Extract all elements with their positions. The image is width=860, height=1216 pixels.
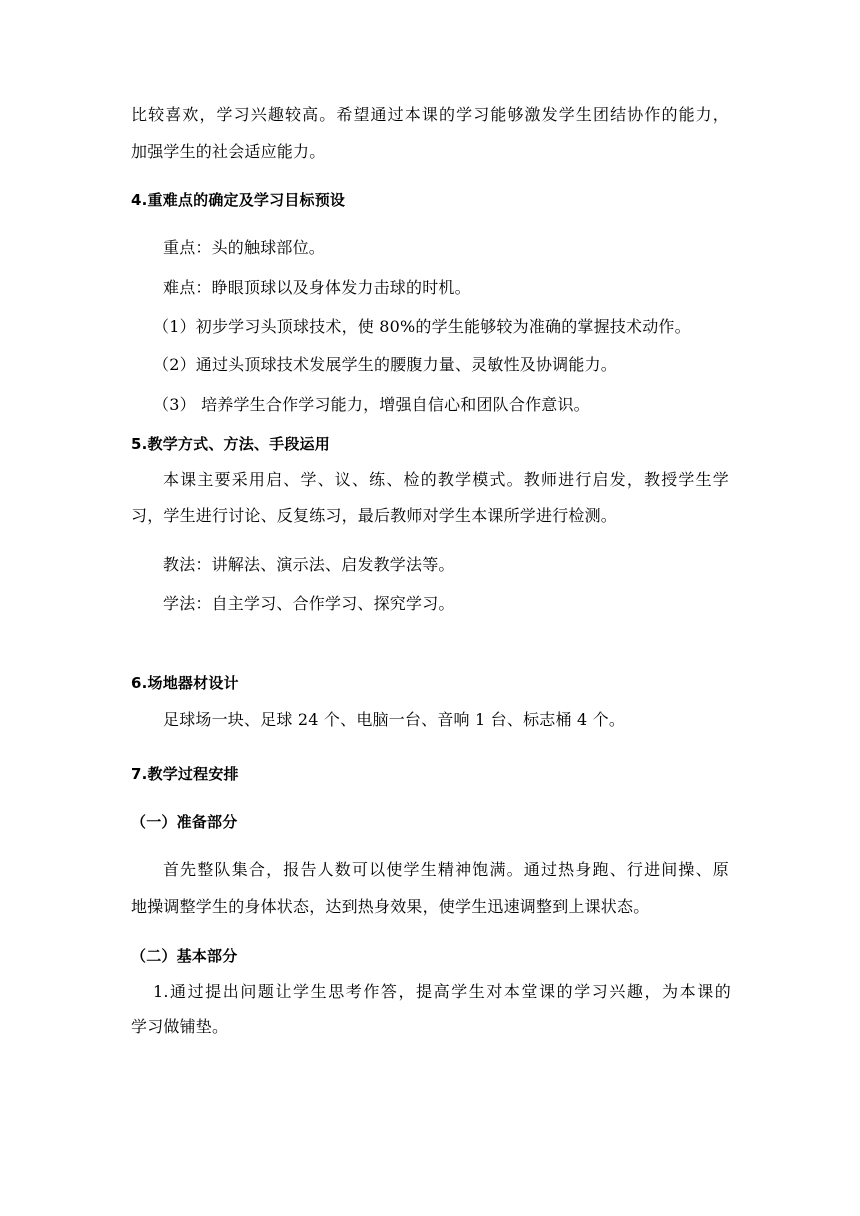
preparation-line-1: 首先整队集合，报告人数可以使学生精神饱满。通过热身跑、行进间操、原	[163, 860, 729, 879]
section-5-heading: 5.教学方式、方法、手段运用	[131, 435, 330, 453]
intro-line-1: 比较喜欢，学习兴趣较高。希望通过本课的学习能够激发学生团结协作的能力，	[131, 105, 729, 124]
difficulty: 难点：睁眼顶球以及身体发力击球的时机。	[163, 278, 471, 297]
section-6-heading: 6.场地器材设计	[131, 674, 239, 692]
basic-part-item-line-2: 学习做铺垫。	[131, 1017, 229, 1036]
goal-1: （1）初步学习头顶球技术，使 80%的学生能够较为准确的掌握技术动作。	[153, 317, 691, 336]
preparation-line-2: 地操调整学生的身体状态，达到热身效果，使学生迅速调整到上课状态。	[131, 897, 650, 916]
basic-part-heading: （二）基本部分	[131, 947, 238, 965]
equipment-list: 足球场一块、足球 24 个、电脑一台、音响 1 台、标志桶 4 个。	[163, 710, 626, 729]
section-7-heading: 7.教学过程安排	[131, 765, 239, 783]
goal-2: （2）通过头顶球技术发展学生的腰腹力量、灵敏性及协调能力。	[153, 355, 617, 374]
goal-3: （3） 培养学生合作学习能力，增强自信心和团队合作意识。	[153, 395, 590, 414]
key-point: 重点：头的触球部位。	[163, 238, 326, 257]
preparation-part-heading: （一）准备部分	[131, 813, 238, 831]
basic-part-item-line-1: 1.通过提出问题让学生思考作答，提高学生对本堂课的学习兴趣，为本课的	[153, 982, 731, 1001]
section-5-paragraph-line-2: 习，学生进行讨论、反复练习，最后教师对学生本课所学进行检测。	[131, 506, 618, 525]
learning-method: 学法：自主学习、合作学习、探究学习。	[163, 594, 455, 613]
intro-line-2: 加强学生的社会适应能力。	[131, 142, 326, 161]
section-5-paragraph-line-1: 本课主要采用启、学、议、练、检的教学模式。教师进行启发，教授学生学	[163, 470, 729, 489]
teaching-method: 教法：讲解法、演示法、启发教学法等。	[163, 555, 455, 574]
section-4-heading: 4.重难点的确定及学习目标预设	[131, 191, 346, 209]
